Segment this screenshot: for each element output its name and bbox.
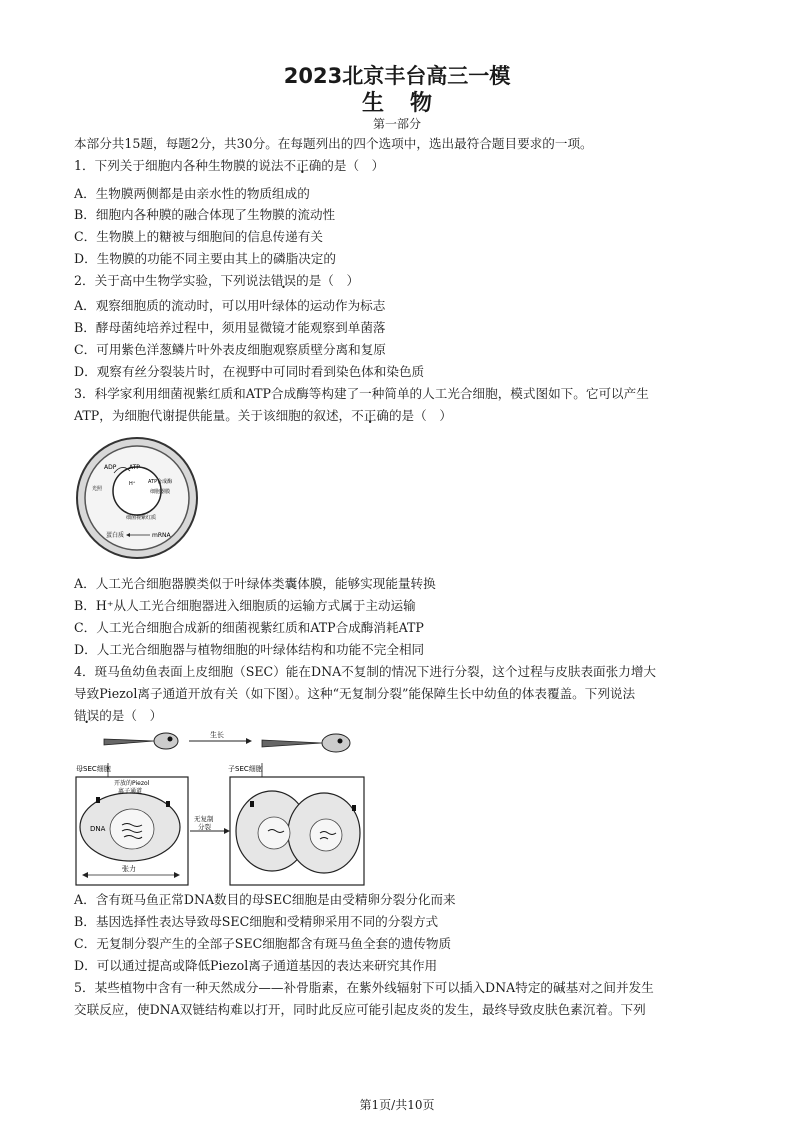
question-3-stem-line-1: 3．科学家利用细菌视紫红质和ATP合成酶等构建了一种简单的人工光合细胞，模式图如下。它可以产生: [74, 386, 649, 401]
growth-label: 生长: [210, 731, 224, 739]
intro-text: 本部分共15题，每题2分，共30分。在每题列出的四个选项中，选出最符合题目要求的一项。: [74, 136, 593, 151]
tension-label: 张力: [122, 865, 136, 873]
question-3-option-d: D．人工光合细胞器与植物细胞的叶绿体结构和功能不完全相同: [74, 642, 425, 657]
question-2-option-b: B．酵母菌纯培养过程中，须用显微镜才能观察到单菌落: [74, 320, 386, 335]
larva-body-right: [262, 740, 322, 747]
question-5-stem-line-2: 交联反应，使DNA双链结构难以打开，同时此反应可能引起皮炎的发生，最终导致皮肤色素沉着。下列: [74, 1002, 646, 1017]
larva-head-right: [322, 734, 350, 752]
question-1-option-c: C．生物膜上的糖被与细胞间的信息传递有关: [74, 229, 323, 244]
question-3-option-b: B．H⁺从人工光合细胞器进入细胞质的运输方式属于主动运输: [74, 598, 416, 613]
emphasis-text: 不正确: [351, 408, 389, 423]
question-1-option-a: A．生物膜两侧都是由亲水性的物质组成的: [74, 186, 310, 201]
emphasis-text: 错误: [74, 708, 100, 723]
question-4-option-c: C．无复制分裂产生的全部子SEC细胞都含有斑马鱼全套的遗传物质: [74, 936, 452, 951]
question-4-stem-line-2: 导致Piezol离子通道开放有关（如下图）。这种“无复制分裂”能保障生长中幼鱼的体表覆盖。下列说法: [74, 686, 636, 701]
question-2-option-a: A．观察细胞质的流动时，可以用叶绿体的运动作为标志: [74, 298, 386, 313]
atp-synthase-label: ATP合成酶: [148, 479, 173, 485]
question-3-option-a: A．人工光合细胞器膜类似于叶绿体类囊体膜，能够实现能量转换: [74, 576, 436, 591]
page-title: 2023北京丰台高三一模: [283, 64, 511, 88]
organelle-membrane-label: 细胞器膜: [150, 489, 171, 495]
emphasis-text: 错误: [270, 273, 297, 288]
dna-label: DNA: [90, 825, 106, 833]
page-footer: 第1页/共10页: [359, 1098, 435, 1112]
question-4-stem-line-1: 4．斑马鱼幼鱼表面上皮细胞（SEC）能在DNA不复制的情况下进行分裂，这个过程与皮肤表面张力增大: [74, 664, 657, 679]
mrna-label: mRNA: [152, 532, 171, 539]
question-1-option-d: D．生物膜的功能不同主要由其上的磷脂决定的: [74, 251, 336, 266]
question-4-option-d: D．可以通过提高或降低Piezol离子通道基因的表达来研究其作用: [74, 958, 438, 973]
stem-text: 的是（ ）: [296, 273, 360, 288]
piezol-channel-icon: [96, 797, 100, 803]
stem-text: 的是（ ）: [321, 158, 385, 173]
question-4-option-a: A．含有斑马鱼正常DNA数目的母SEC细胞是由受精卵分裂分化而来: [74, 892, 456, 907]
division-label: 分裂: [198, 823, 211, 831]
question-4-stem-line-3: [74, 708, 162, 724]
emphasis-text: 不正确: [283, 158, 322, 173]
question-5-stem-line-1: 5．某些植物中含有一种天然成分——补骨脂素，在紫外线辐射下可以插入DNA特定的碱基对之间并发生: [74, 980, 654, 995]
stem-text: 1．下列关于细胞内各种生物膜的说法: [74, 158, 284, 173]
atp-label: ATP: [129, 464, 140, 471]
daughter-nucleus-left: [258, 817, 290, 849]
stem-text: 的是（ ）: [388, 408, 452, 423]
larva-head-left: [154, 733, 178, 749]
light-label: 光照: [92, 486, 103, 492]
question-3-stem-line-2: [74, 408, 452, 424]
arrow-head-icon: [246, 738, 252, 744]
larva-body-left: [104, 739, 154, 745]
stem-text: ATP，为细胞代谢提供能量。关于该细胞的叙述，: [74, 408, 352, 423]
question-1-option-b: B．细胞内各种膜的融合体现了生物膜的流动性: [74, 207, 336, 222]
artificial-photosynthetic-cell-figure: [74, 433, 200, 563]
mother-nucleus: [110, 809, 154, 849]
stem-text: 的是（ ）: [99, 708, 163, 723]
stem-text: 2．关于高中生物学实验，下列说法: [74, 273, 271, 288]
question-2-option-d: D．观察有丝分裂装片时，在视野中可同时看到染色体和染色质: [74, 364, 425, 379]
zebrafish-sec-division-figure: [74, 729, 394, 889]
part-heading: 第一部分: [372, 117, 421, 131]
question-3-option-c: C．人工光合细胞合成新的细菌视紫红质和ATP合成酶消耗ATP: [74, 620, 424, 635]
open-piezol-label: 开放的Piezol: [114, 780, 150, 787]
question-1-stem: [74, 158, 384, 174]
bacteriorhodopsin-label: 细菌视紫红质: [126, 515, 157, 521]
larva-eye-left: [168, 737, 173, 742]
daughter-sec-label: 子SEC细胞: [228, 765, 263, 773]
question-2-option-c: C．可用紫色洋葱鳞片叶外表皮细胞观察质壁分离和复原: [74, 342, 386, 357]
ion-channel-label: 离子通道: [118, 788, 143, 795]
adp-label: ADP: [104, 464, 117, 471]
mother-sec-label: 母SEC细胞: [76, 765, 111, 773]
protein-label: 蛋白质: [106, 532, 125, 539]
piezol-channel-icon: [352, 805, 356, 811]
daughter-nucleus-right: [310, 819, 342, 851]
subject-title: 生物: [361, 91, 458, 116]
proton-label: H⁺: [129, 481, 136, 487]
arrow-head-icon: [224, 828, 230, 834]
question-4-option-b: B．基因选择性表达导致母SEC细胞和受精卵采用不同的分裂方式: [74, 914, 439, 929]
piezol-channel-icon: [166, 801, 170, 807]
no-replication-label: 无复制: [194, 815, 214, 823]
question-2-stem: [74, 273, 359, 289]
piezol-channel-icon: [250, 801, 254, 807]
larva-eye-right: [338, 739, 343, 744]
